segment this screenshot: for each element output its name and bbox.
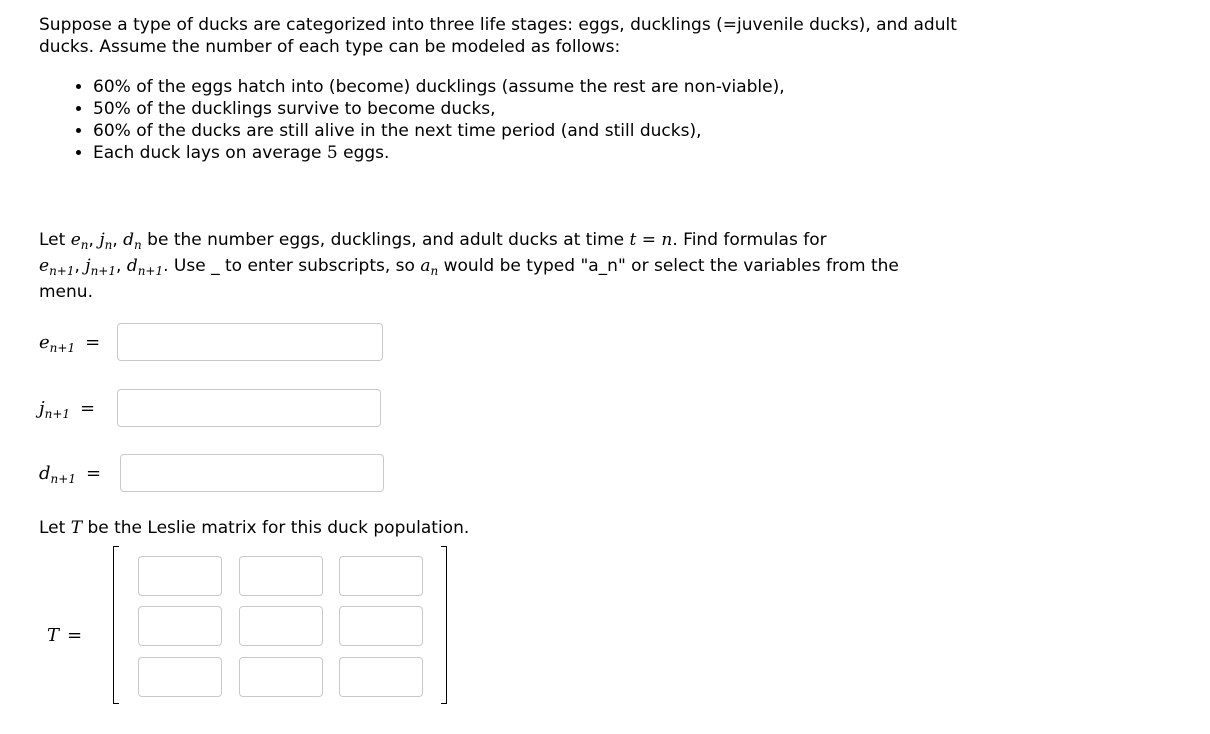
rule-item: • 60% of the eggs hatch into (become) ducklings (assume the rest are non-viable),: [93, 76, 785, 98]
task-line-3: menu.: [39, 282, 93, 302]
matrix-left-bracket: [113, 546, 119, 704]
rule-item: • 50% of the ducklings survive to become ducks,: [93, 98, 785, 120]
task-instructions: [39, 228, 979, 305]
matrix-cell-1-3[interactable]: [339, 556, 423, 596]
matrix-cell-3-1[interactable]: [138, 657, 222, 697]
matrix-label: T =: [47, 625, 83, 646]
rule-text: Each duck lays on average: [93, 143, 327, 163]
j-next-label: $j_{n+1}$ =: [39, 398, 96, 421]
matrix-cell-2-1[interactable]: [138, 606, 222, 646]
eggs-per-duck: 5: [326, 143, 338, 163]
d-next-label: $d_{n+1}$ =: [39, 463, 102, 486]
matrix-cell-3-3[interactable]: [339, 657, 423, 697]
matrix-cell-2-2[interactable]: [239, 606, 323, 646]
leslie-prompt: Let T be the Leslie matrix for this duck population.: [39, 518, 470, 538]
intro-line-1: Suppose a type of ducks are categorized into three life stages: eggs, ducklings (=juvenile ducks), and adult: [39, 15, 957, 35]
problem-intro: [39, 14, 979, 58]
e-next-input[interactable]: [117, 323, 383, 361]
intro-line-2: ducks. Assume the number of each type can be modeled as follows:: [39, 37, 621, 57]
rule-item: [93, 142, 785, 164]
matrix-right-bracket: [441, 546, 447, 704]
rule-item: • 60% of the ducks are still alive in the next time period (and still ducks),: [93, 120, 785, 142]
matrix-cell-3-2[interactable]: [239, 657, 323, 697]
d-next-input[interactable]: [120, 454, 384, 492]
task-line-2: $e_{n+1}$, $j_{n+1}$, $d_{n+1}$. Use _ to enter subscripts, so $a_n$ would be typed "a_n" or select the variables from the: [39, 256, 899, 278]
matrix-cell-1-2[interactable]: [239, 556, 323, 596]
rules-list: [74, 76, 785, 164]
matrix-cell-2-3[interactable]: [339, 606, 423, 646]
rule-text: eggs.: [337, 143, 390, 163]
j-next-input[interactable]: [117, 389, 381, 427]
e-next-label: $e_{n+1}$ =: [39, 332, 101, 355]
matrix-cell-1-1[interactable]: [138, 556, 222, 596]
task-line-1: Let $e_n$, $j_n$, $d_n$ be the number eggs, ducklings, and adult ducks at time t = n. Find formulas for: [39, 230, 827, 252]
